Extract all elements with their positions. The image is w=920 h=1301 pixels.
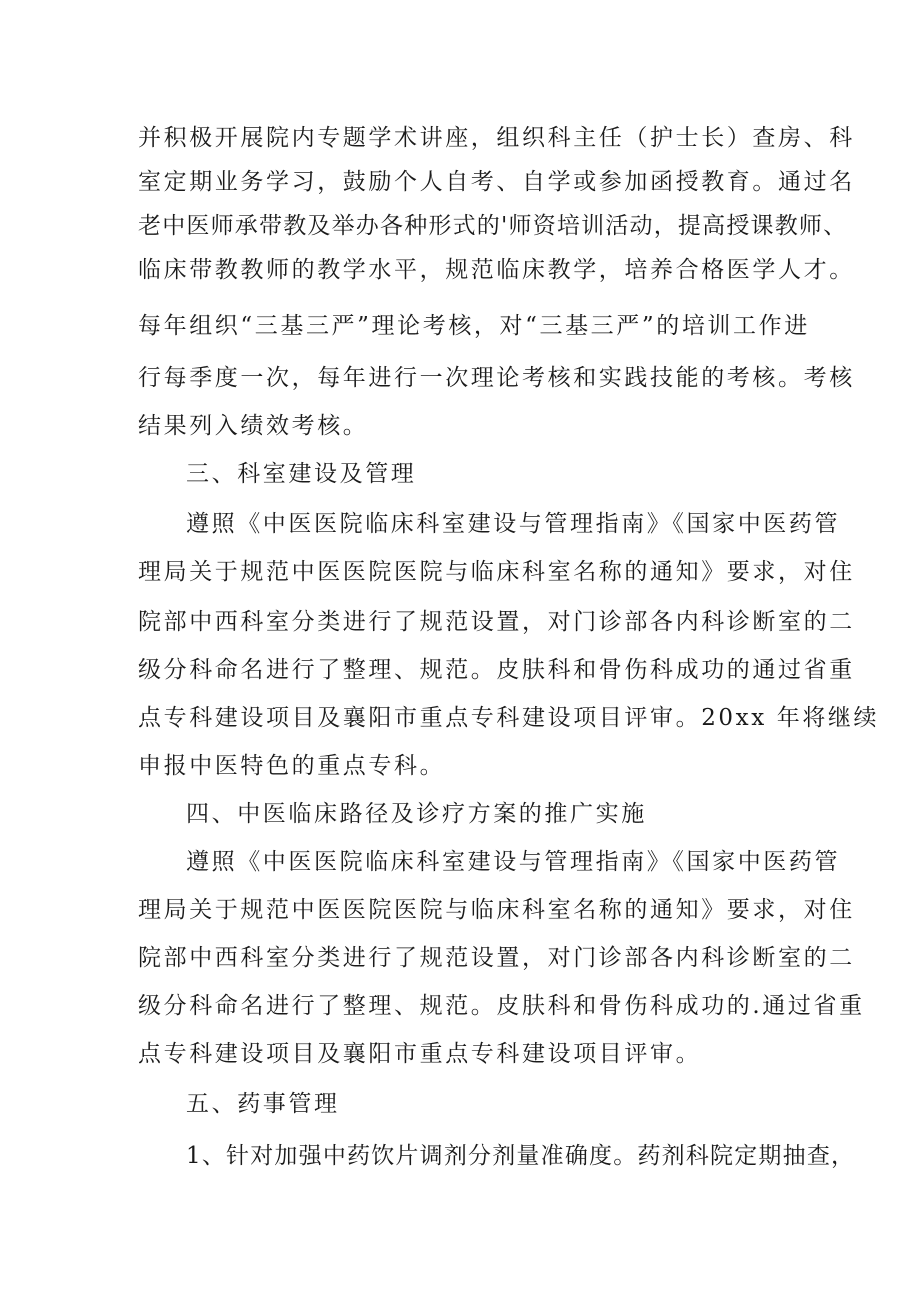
text-line: 理局关于规范中医医院医院与临床科室名称的通知》要求，对住 xyxy=(138,897,855,923)
text-line: 遵照《中医医院临床科室建设与管理指南》《国家中医药管 xyxy=(186,511,841,537)
text-line: 并积极开展院内专题学术讲座，组织科主任（护士长）查房、科 xyxy=(138,125,855,151)
text-line: 临床带教教师的教学水平，规范临床教学，培养合格医学人才。 xyxy=(138,257,855,283)
text-line: 点专科建设项目及襄阳市重点专科建设项目评审。 xyxy=(138,1041,702,1067)
section-heading: 五、药事管理 xyxy=(186,1091,340,1117)
text-line: 遵照《中医医院临床科室建设与管理指南》《国家中医药管 xyxy=(186,849,841,875)
text-line: 级分科命名进行了整理、规范。皮肤科和骨伤科成功的通过省重 xyxy=(138,657,855,683)
text-line: 理局关于规范中医医院医院与临床科室名称的通知》要求，对住 xyxy=(138,559,855,585)
text-line: 行每季度一次，每年进行一次理论考核和实践技能的考核。考核 xyxy=(138,365,855,391)
text-line: 点专科建设项目及襄阳市重点专科建设项目评审。20xx 年将继续 xyxy=(138,705,880,731)
text-line: 结果列入绩效考核。 xyxy=(138,413,369,439)
text-line: 室定期业务学习，鼓励个人自考、自学或参加函授教育。通过名 xyxy=(138,169,855,195)
text-line: 老中医师承带教及举办各种形式的'师资培训活动，提高授课教师、 xyxy=(138,213,848,239)
text-line: 院部中西科室分类进行了规范设置，对门诊部各内科诊断室的二 xyxy=(138,945,855,971)
section-heading: 三、科室建设及管理 xyxy=(186,461,417,487)
text-line: 院部中西科室分类进行了规范设置，对门诊部各内科诊断室的二 xyxy=(138,609,855,635)
text-line: 1、针对加强中药饮片调剂分剂量准确度。药剂科院定期抽查， xyxy=(186,1143,856,1169)
text-line: 级分科命名进行了整理、规范。皮肤科和骨伤科成功的.通过省重 xyxy=(138,993,865,1019)
text-line: 每年组织“三基三严”理论考核，对“三基三严”的培训工作进 xyxy=(138,313,810,339)
section-heading: 四、中医临床路径及诊疗方案的推广实施 xyxy=(186,801,647,827)
text-line: 申报中医特色的重点专科。 xyxy=(138,753,446,779)
